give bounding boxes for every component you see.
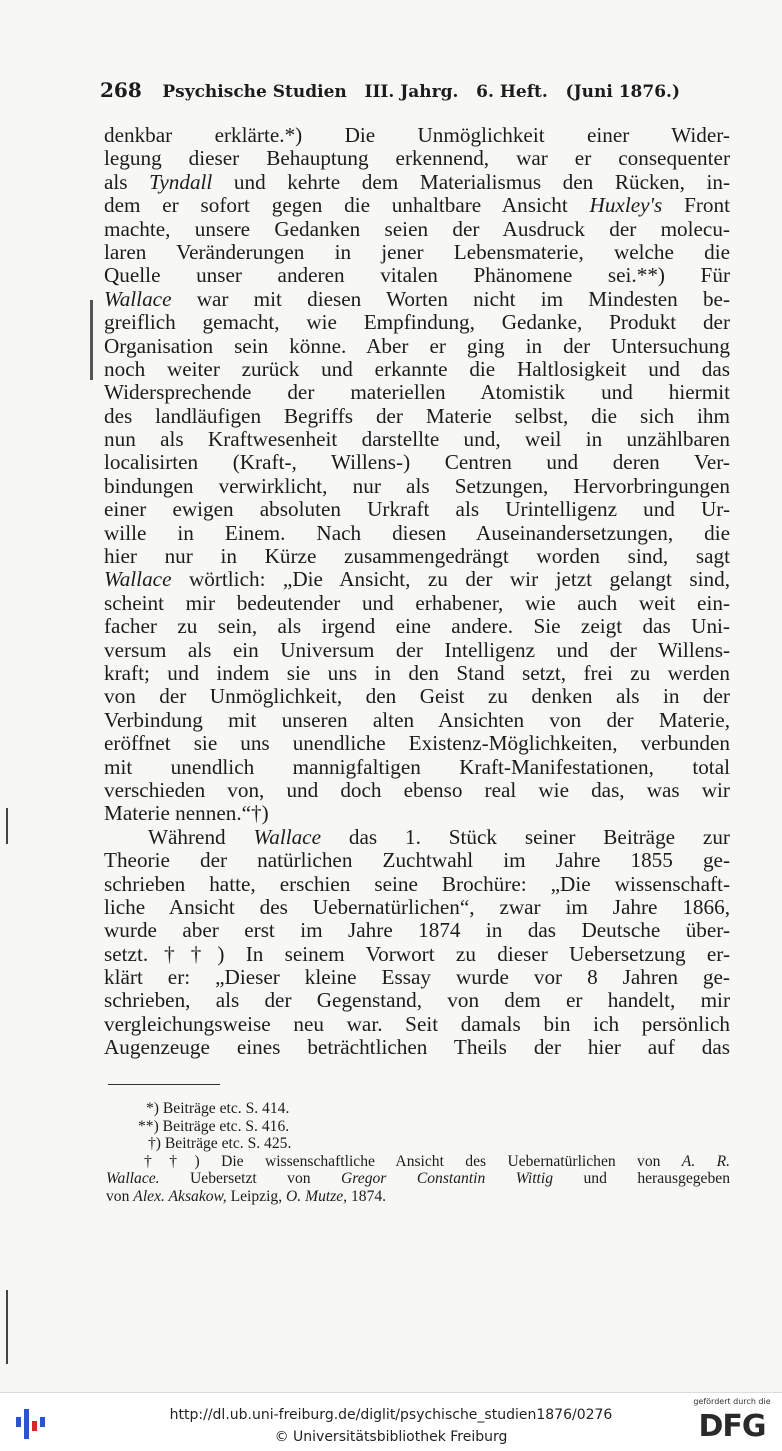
text-line: Organisation sein könne. Aber er ging in der Untersuchung [104, 333, 730, 358]
dfg-logo [690, 1397, 774, 1449]
dfg-tagline: gefördert durch die [693, 1397, 771, 1406]
text-line: denkbar erklärte.*) Die Unmöglichkeit einer Wider- [104, 123, 730, 147]
text-line: localisirten (Kraft-, Willens-) Centren und deren Ver- [104, 450, 730, 475]
footnote-line: *) Beiträge etc. S. 414. [146, 1100, 290, 1117]
text-line: versum als ein Universum der Intelligenz und der Willens- [104, 637, 730, 662]
footnote-line: **) Beiträge etc. S. 416. [138, 1117, 290, 1135]
text-line: von der Unmöglichkeit, den Geist zu denken als in der [104, 684, 730, 709]
page-number: 268 [100, 78, 142, 102]
source-url[interactable]: http://dl.ub.uni-freiburg.de/diglit/psychische_studien1876/0276 [169, 1407, 613, 1423]
text-line: einer ewigen absoluten Urkraft als Urintelligenz und Ur- [104, 497, 730, 522]
text-line: dem er sofort gegen die unhaltbare Ansicht Huxley's Front [104, 193, 730, 218]
text-line: bindungen verwirklicht, nur als Setzungen, Hervorbringungen [104, 473, 730, 498]
footer-bar [0, 1392, 782, 1451]
footnotes [106, 1100, 730, 1206]
text-line: klärt er: „Dieser kleine Essay wurde vor 8 Jahren ge- [104, 965, 730, 990]
text-line: Theorie der natürlichen Zuchtwahl im Jahre 1855 ge- [104, 848, 730, 873]
text-line: schrieben, als der Gegenstand, von dem er handelt, mir [104, 988, 730, 1013]
text-line: mit unendlich mannigfaltigen Kraft-Manifestationen, total [104, 754, 730, 779]
text-line: Wallace war mit diesen Worten nicht im Mindesten be- [104, 286, 730, 311]
footnote-line: Wallace. Uebersetzt von Gregor Constantin Wittig und herausgegeben [106, 1170, 730, 1188]
text-line: Widersprechende der materiellen Atomistik und hiermit [104, 380, 730, 405]
text-line: legung dieser Behauptung erkennend, war er consequenter [104, 146, 730, 171]
footnote-line: von Alex. Aksakow, Leipzig, O. Mutze, 1874. [106, 1187, 387, 1205]
text-line: Augenzeuge eines beträchtlichen Theils der hier auf das [104, 1035, 730, 1060]
dfg-logo-text: DFG [698, 1409, 766, 1444]
page-header [100, 78, 680, 102]
text-line: setzt.††) In seinem Vorwort zu dieser Uebersetzung er- [104, 941, 730, 966]
text-line: vergleichungsweise neu war. Seit damals bin ich persönlich [104, 1011, 730, 1036]
text-line: verschieden von, und doch ebenso real wie das, was wir [104, 777, 730, 802]
text-line: machte, unsere Gedanken seien der Ausdruck der molecu- [104, 216, 730, 241]
footnote-line: ††) Die wissenschaftliche Ansicht des Uebernatürlichen von A. R. [144, 1152, 731, 1170]
text-line: nun als Kraftwesenheit darstellte und, weil in unzählbaren [104, 427, 730, 452]
text-line: scheint mir bedeutender und erhabener, wie auch weit ein- [104, 590, 730, 615]
margin-mark [6, 808, 8, 844]
text-line: als Tyndall und kehrte dem Materialismus den Rücken, in- [104, 169, 731, 194]
text-line: wille in Einem. Nach diesen Auseinandersetzungen, die [104, 520, 730, 545]
text-line: noch weiter zurück und erkannte die Haltlosigkeit und das [104, 356, 730, 381]
text-line: facher zu sein, als irgend eine andere. Sie zeigt das Uni- [104, 614, 730, 639]
text-line: wurde aber erst im Jahre 1874 in das Deutsche über- [104, 918, 730, 943]
footnote-line: †) Beiträge etc. S. 425. [148, 1135, 292, 1153]
text-line: liche Ansicht des Uebernatürlichen“, zwar im Jahre 1866, [104, 894, 730, 919]
body-text [104, 124, 730, 1060]
footnote-rule [108, 1084, 220, 1085]
text-line: hier nur in Kürze zusammengedrängt worden sind, sagt [104, 544, 730, 569]
text-line: kraft; und indem sie uns in den Stand setzt, frei zu werden [104, 660, 730, 685]
text-line: eröffnet sie uns unendliche Existenz-Möglichkeiten, verbunden [104, 731, 730, 756]
text-line: schrieben hatte, erschien seine Brochüre: „Die wissenschaft- [104, 871, 730, 896]
margin-mark [6, 1290, 8, 1364]
text-line: Materie nennen.“†) [104, 801, 269, 826]
margin-mark [90, 300, 93, 380]
text-line: Wallace wörtlich: „Die Ansicht, zu der wir jetzt gelangt sind, [104, 567, 730, 592]
text-line: Während Wallace das 1. Stück seiner Beiträge zur [148, 824, 730, 849]
text-line: Verbindung mit unseren alten Ansichten von der Materie, [104, 707, 730, 732]
copyright-text: © Universitätsbibliothek Freiburg [274, 1429, 508, 1445]
text-line: greiflich gemacht, wie Empfindung, Gedanke, Produkt der [104, 310, 730, 335]
text-line: laren Veränderungen in jener Lebensmaterie, welche die [104, 239, 730, 264]
running-title: Psychische Studien III. Jahrg. 6. Heft. (Juni 1876.) [162, 82, 680, 102]
text-line: Quelle unser anderen vitalen Phänomene sei.**) Für [104, 263, 730, 288]
text-line: des landläufigen Begriffs der Materie selbst, die sich ihm [104, 403, 730, 428]
